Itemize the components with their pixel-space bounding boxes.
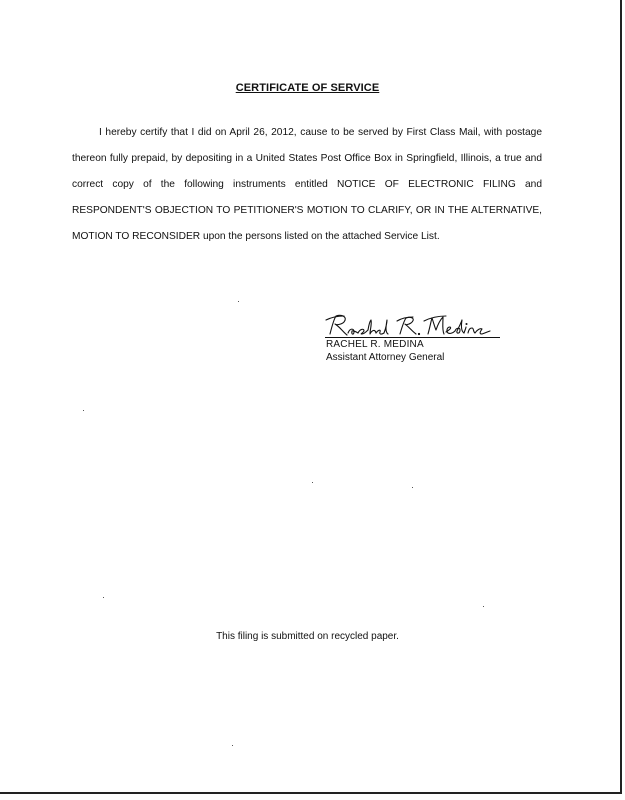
- scan-speck: [83, 410, 84, 411]
- scan-speck: [103, 597, 104, 598]
- page-edge-bottom: [0, 792, 622, 794]
- scan-speck: [238, 301, 239, 302]
- page-edge-right: [620, 0, 622, 792]
- scan-speck: [232, 745, 233, 746]
- signer-name: RACHEL R. MEDINA: [326, 339, 424, 350]
- scan-speck: [483, 606, 484, 607]
- scan-speck: [312, 482, 313, 483]
- signer-title: Assistant Attorney General: [326, 352, 445, 363]
- signature-line: [325, 337, 500, 338]
- handwritten-signature: [324, 312, 504, 340]
- recycled-paper-note: This filing is submitted on recycled paper.: [216, 631, 399, 642]
- document-title: CERTIFICATE OF SERVICE: [235, 82, 380, 94]
- scan-speck: [412, 487, 413, 488]
- certification-paragraph: I hereby certify that I did on April 26, 2012, cause to be served by First Class Mail, with postage thereon fully prepaid, by depositing in a United States Post Office Box in Springfield, Illinois, a true and correct copy of the following instruments entitled NOTICE OF ELECTRONIC FILING and RESPONDENT'S OBJECTION TO PETITIONER'S MOTION TO CLARIFY, OR IN THE ALTERNATIVE, MOTION TO RECONSIDER upon the persons listed on the attached Service List.: [72, 127, 542, 242]
